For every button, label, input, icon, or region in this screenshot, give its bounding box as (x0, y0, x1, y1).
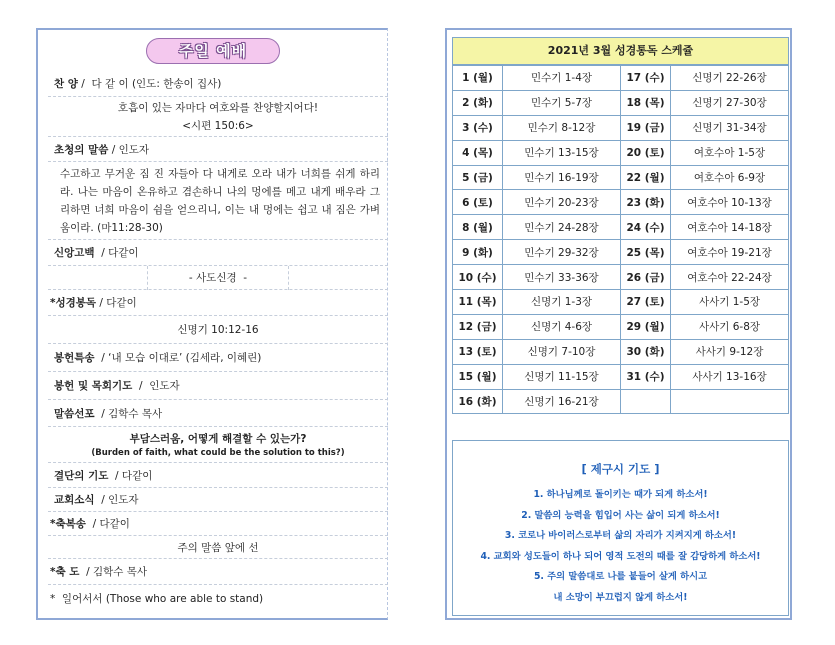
invitation-label: 초청의 말씀 (54, 143, 109, 156)
schedule-reading: 민수기 20-23장 (503, 190, 621, 215)
sermon-title-row (48, 427, 388, 463)
schedule-day: 17 (수) (621, 66, 671, 91)
schedule-day: 19 (금) (621, 115, 671, 140)
schedule-day: 29 (월) (621, 314, 671, 339)
schedule-day: 18 (목) (621, 90, 671, 115)
schedule-day: 25 (목) (621, 240, 671, 265)
schedule-day: 26 (금) (621, 265, 671, 290)
schedule-reading: 사사기 6-8장 (671, 314, 789, 339)
hymn-label: 찬 양 (54, 77, 78, 90)
blessing-song-row (48, 512, 388, 536)
prayer-item-4: 4. 교회와 성도들이 하나 되어 영적 도전의 때를 잘 감당하게 하소서! (480, 550, 761, 562)
schedule-reading: 여호수아 19-21장 (671, 240, 789, 265)
schedule-reading: 사사기 9-12장 (671, 339, 789, 364)
sermon-title: 부담스러움, 어떻게 해결할 수 있는가? (129, 433, 307, 445)
schedule-day: 1 (월) (453, 66, 503, 91)
creed-text: - 사도신경 - (147, 266, 289, 290)
prayer-item-5: 5. 주의 말씀대로 나를 붙들어 살게 하시고 (533, 571, 708, 582)
scripture-passage: 신명기 10:12-16 (177, 324, 259, 336)
schedule-day: 10 (수) (453, 265, 503, 290)
schedule-reading: 민수기 33-36장 (503, 265, 621, 290)
schedule-reading: 민수기 1-4장 (503, 66, 621, 91)
worship-order-list (48, 70, 388, 611)
schedule-day (621, 389, 671, 414)
schedule-reading: 여호수아 10-13장 (671, 190, 789, 215)
schedule-day: 2 (화) (453, 90, 503, 115)
schedule-day: 22 (월) (621, 165, 671, 190)
creed-text-row (48, 266, 388, 290)
hymn-row (48, 70, 388, 97)
schedule-reading: 민수기 24-28장 (503, 215, 621, 240)
sermon-row (48, 400, 388, 427)
schedule-day: 6 (토) (453, 190, 503, 215)
schedule-reading: 여호수아 22-24장 (671, 265, 789, 290)
scripture-reading-row (48, 290, 388, 316)
offering-song-text: / ‘내 모습 이대로’ (김세라, 이혜린) (94, 352, 262, 364)
offering-prayer-label: 봉헌 및 목회기도 (54, 380, 133, 392)
schedule-row (453, 215, 789, 240)
schedule-reading: 신명기 7-10장 (503, 339, 621, 364)
decision-prayer-leader: / 다같이 (108, 469, 153, 482)
schedule-day: 27 (토) (621, 290, 671, 315)
schedule-row (453, 364, 789, 389)
schedule-title: 2021년 3월 성경통독 스케쥴 (452, 37, 789, 65)
schedule-reading: 신명기 1-3장 (503, 290, 621, 315)
schedule-reading: 민수기 16-19장 (503, 165, 621, 190)
benediction-label: *축 도 (50, 566, 80, 578)
schedule-row (453, 165, 789, 190)
creed-leader: / 다같이 (94, 247, 139, 259)
blessing-song-title: 주의 말씀 앞에 선 (177, 541, 259, 554)
schedule-row (453, 290, 789, 315)
prayer-item-2: 2. 말씀의 능력을 힘입어 사는 삶이 되게 하소서! (521, 509, 720, 521)
schedule-day: 30 (화) (621, 339, 671, 364)
ninth-hour-prayer-box (452, 440, 789, 616)
schedule-row (453, 190, 789, 215)
schedule-reading: 신명기 4-6장 (503, 314, 621, 339)
prayer-title: [ 제구시 기도 ] (581, 462, 660, 476)
benediction-row (48, 559, 388, 585)
schedule-reading (671, 389, 789, 414)
offering-song-row (48, 344, 388, 372)
blessing-song-title-row (48, 536, 388, 559)
scripture-reading-leader: / 다같이 (96, 297, 137, 309)
schedule-row (453, 66, 789, 91)
call-verse: 호흡이 있는 자마다 여호와를 찬양할지어다! (117, 102, 319, 114)
hymn-leader: / 다 같 이 (인도: 한송이 집사) (77, 77, 222, 90)
schedule-reading: 사사기 13-16장 (671, 364, 789, 389)
schedule-reading: 민수기 8-12장 (503, 115, 621, 140)
invitation-text-row (48, 162, 388, 240)
schedule-reading: 신명기 16-21장 (503, 389, 621, 414)
church-news-leader: / 인도자 (94, 494, 139, 506)
invitation-row (48, 137, 388, 162)
stand-footnote: * 일어서서 (Those who are able to stand) (50, 592, 264, 605)
schedule-day: 13 (토) (453, 339, 503, 364)
schedule-row (453, 389, 789, 414)
scripture-reading-label: *성경봉독 (50, 297, 97, 309)
schedule-day: 24 (수) (621, 215, 671, 240)
schedule-row (453, 339, 789, 364)
worship-title: 주일 예배 (146, 38, 280, 64)
prayer-item-1: 1. 하나님께로 돌이키는 때가 되게 하소서! (533, 489, 708, 500)
prayer-item-6: 내 소망이 부끄럽지 않게 하소서! (553, 591, 688, 603)
offering-song-label: 봉헌특송 (54, 352, 95, 364)
schedule-row (453, 314, 789, 339)
schedule-day: 11 (목) (453, 290, 503, 315)
invitation-leader: / 인도자 (108, 143, 150, 156)
schedule-reading: 민수기 5-7장 (503, 90, 621, 115)
schedule-day: 4 (목) (453, 140, 503, 165)
schedule-reading: 민수기 13-15장 (503, 140, 621, 165)
church-news-row (48, 488, 388, 512)
schedule-day: 15 (월) (453, 364, 503, 389)
call-reference: <시편 150:6> (182, 120, 254, 132)
schedule-day: 5 (금) (453, 165, 503, 190)
schedule-day: 20 (토) (621, 140, 671, 165)
prayer-item-3: 3. 코로나 바이러스로부터 삶의 자리가 지켜지게 하소서! (504, 530, 737, 541)
creed-label: 신앙고백 (54, 247, 95, 259)
schedule-reading: 신명기 27-30장 (671, 90, 789, 115)
schedule-day: 31 (수) (621, 364, 671, 389)
offering-prayer-leader: / 인도자 (132, 380, 180, 392)
schedule-day: 12 (금) (453, 314, 503, 339)
schedule-day: 9 (화) (453, 240, 503, 265)
schedule-reading: 여호수아 14-18장 (671, 215, 789, 240)
footnote-row (48, 585, 388, 611)
schedule-reading: 신명기 11-15장 (503, 364, 621, 389)
schedule-day: 16 (화) (453, 389, 503, 414)
sermon-leader: / 김학수 목사 (94, 407, 163, 420)
scripture-passage-row (48, 316, 388, 344)
schedule-reading: 사사기 1-5장 (671, 290, 789, 315)
schedule-reading: 신명기 22-26장 (671, 66, 789, 91)
blessing-song-leader: / 다같이 (85, 518, 130, 530)
schedule-row (453, 240, 789, 265)
schedule-reading: 신명기 31-34장 (671, 115, 789, 140)
benediction-leader: / 김학수 목사 (79, 566, 148, 578)
offering-prayer-row (48, 372, 388, 400)
schedule-reading: 여호수아 6-9장 (671, 165, 789, 190)
sermon-label: 말씀선포 (54, 407, 95, 420)
schedule-reading: 여호수아 1-5장 (671, 140, 789, 165)
church-news-label: 교회소식 (54, 494, 95, 506)
invitation-text: 수고하고 무거운 짐 진 자들아 다 내게로 오라 내가 너희를 쉬게 하리라. 나는 마음이 온유하고 겸손하니 나의 멍에를 메고 내게 배우라 그리하면 너희 마음이 쉼을 얻으리니, 이는 내 멍에는 쉽고 내 짐은 가벼움이라. (마11:28-30) (60, 167, 380, 234)
schedule-row (453, 265, 789, 290)
reading-schedule-table (452, 65, 789, 414)
schedule-day: 23 (화) (621, 190, 671, 215)
schedule-row (453, 115, 789, 140)
schedule-day: 8 (월) (453, 215, 503, 240)
creed-row (48, 240, 388, 266)
decision-prayer-row (48, 463, 388, 488)
schedule-row (453, 90, 789, 115)
decision-prayer-label: 결단의 기도 (54, 469, 109, 482)
blessing-song-label: *축복송 (50, 518, 86, 530)
call-to-worship-row (48, 97, 388, 137)
schedule-row (453, 140, 789, 165)
schedule-day: 3 (수) (453, 115, 503, 140)
schedule-reading: 민수기 29-32장 (503, 240, 621, 265)
sermon-title-english: (Burden of faith, what could be the solution to this?) (91, 448, 345, 458)
